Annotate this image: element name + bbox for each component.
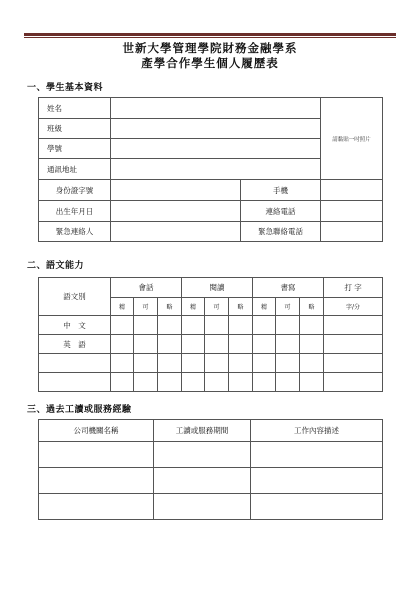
header-company: 公司機關名稱 — [39, 420, 154, 442]
label-mobile: 手機 — [241, 180, 321, 201]
label-emergency-phone: 緊急聯絡電話 — [241, 222, 321, 242]
field-class[interactable] — [111, 119, 321, 139]
experience-table — [38, 419, 383, 520]
label-phone: 連絡電話 — [241, 201, 321, 222]
level-basic: 略 — [300, 298, 324, 316]
level-fair: 可 — [205, 298, 229, 316]
header-typing: 打 字 — [324, 278, 383, 298]
field-mobile[interactable] — [321, 180, 383, 201]
field-birthdate[interactable] — [111, 201, 241, 222]
document-title-department: 世新大學管理學院財務金融學系 — [122, 41, 298, 55]
language-table — [38, 277, 383, 392]
level-fair: 可 — [276, 298, 300, 316]
header-period: 工讀或服務期間 — [154, 420, 251, 442]
section-basic-info-title: 一、學生基本資料 — [27, 83, 104, 93]
label-student-id: 學號 — [39, 139, 111, 159]
field-id-number[interactable] — [111, 180, 241, 201]
label-name: 姓名 — [39, 98, 111, 119]
basic-info-table — [38, 97, 383, 242]
table-row — [39, 373, 383, 392]
level-excellent: 精 — [111, 298, 134, 316]
level-excellent: 精 — [182, 298, 205, 316]
level-fair: 可 — [134, 298, 158, 316]
header-description: 工作內容描述 — [251, 420, 383, 442]
field-phone[interactable] — [321, 201, 383, 222]
top-rule — [24, 33, 396, 36]
table-row — [39, 354, 383, 373]
document-title-form: 產學合作學生個人履歷表 — [141, 56, 279, 70]
field-address[interactable] — [111, 159, 321, 180]
field-emergency-contact[interactable] — [111, 222, 241, 242]
table-row — [39, 468, 383, 494]
photo-box[interactable] — [321, 98, 383, 180]
table-row — [39, 335, 383, 354]
field-emergency-phone[interactable] — [321, 222, 383, 242]
level-excellent: 精 — [253, 298, 276, 316]
language-chinese: 中 文 — [39, 316, 111, 335]
header-language: 語文別 — [39, 278, 111, 316]
section-language-title: 二、語文能力 — [27, 261, 85, 271]
table-row — [39, 442, 383, 468]
header-skill-reading: 閱讀 — [182, 278, 253, 298]
language-english: 英 語 — [39, 335, 111, 354]
table-row — [39, 494, 383, 520]
level-basic: 略 — [158, 298, 182, 316]
field-student-id[interactable] — [111, 139, 321, 159]
top-rule-thin — [24, 37, 396, 38]
header-skill-conversation: 會話 — [111, 278, 182, 298]
label-id-number: 身份證字號 — [39, 180, 111, 201]
level-basic: 略 — [229, 298, 253, 316]
label-emergency-contact: 緊急連絡人 — [39, 222, 111, 242]
photo-note: 請黏貼一吋照片 — [332, 136, 371, 143]
label-class: 班級 — [39, 119, 111, 139]
label-address: 通訊地址 — [39, 159, 111, 180]
table-row — [39, 316, 383, 335]
field-name[interactable] — [111, 98, 321, 119]
typing-unit: 字/分 — [324, 298, 383, 316]
section-experience-title: 三、過去工讀或服務經驗 — [27, 405, 132, 415]
header-skill-writing: 書寫 — [253, 278, 324, 298]
label-birthdate: 出生年月日 — [39, 201, 111, 222]
